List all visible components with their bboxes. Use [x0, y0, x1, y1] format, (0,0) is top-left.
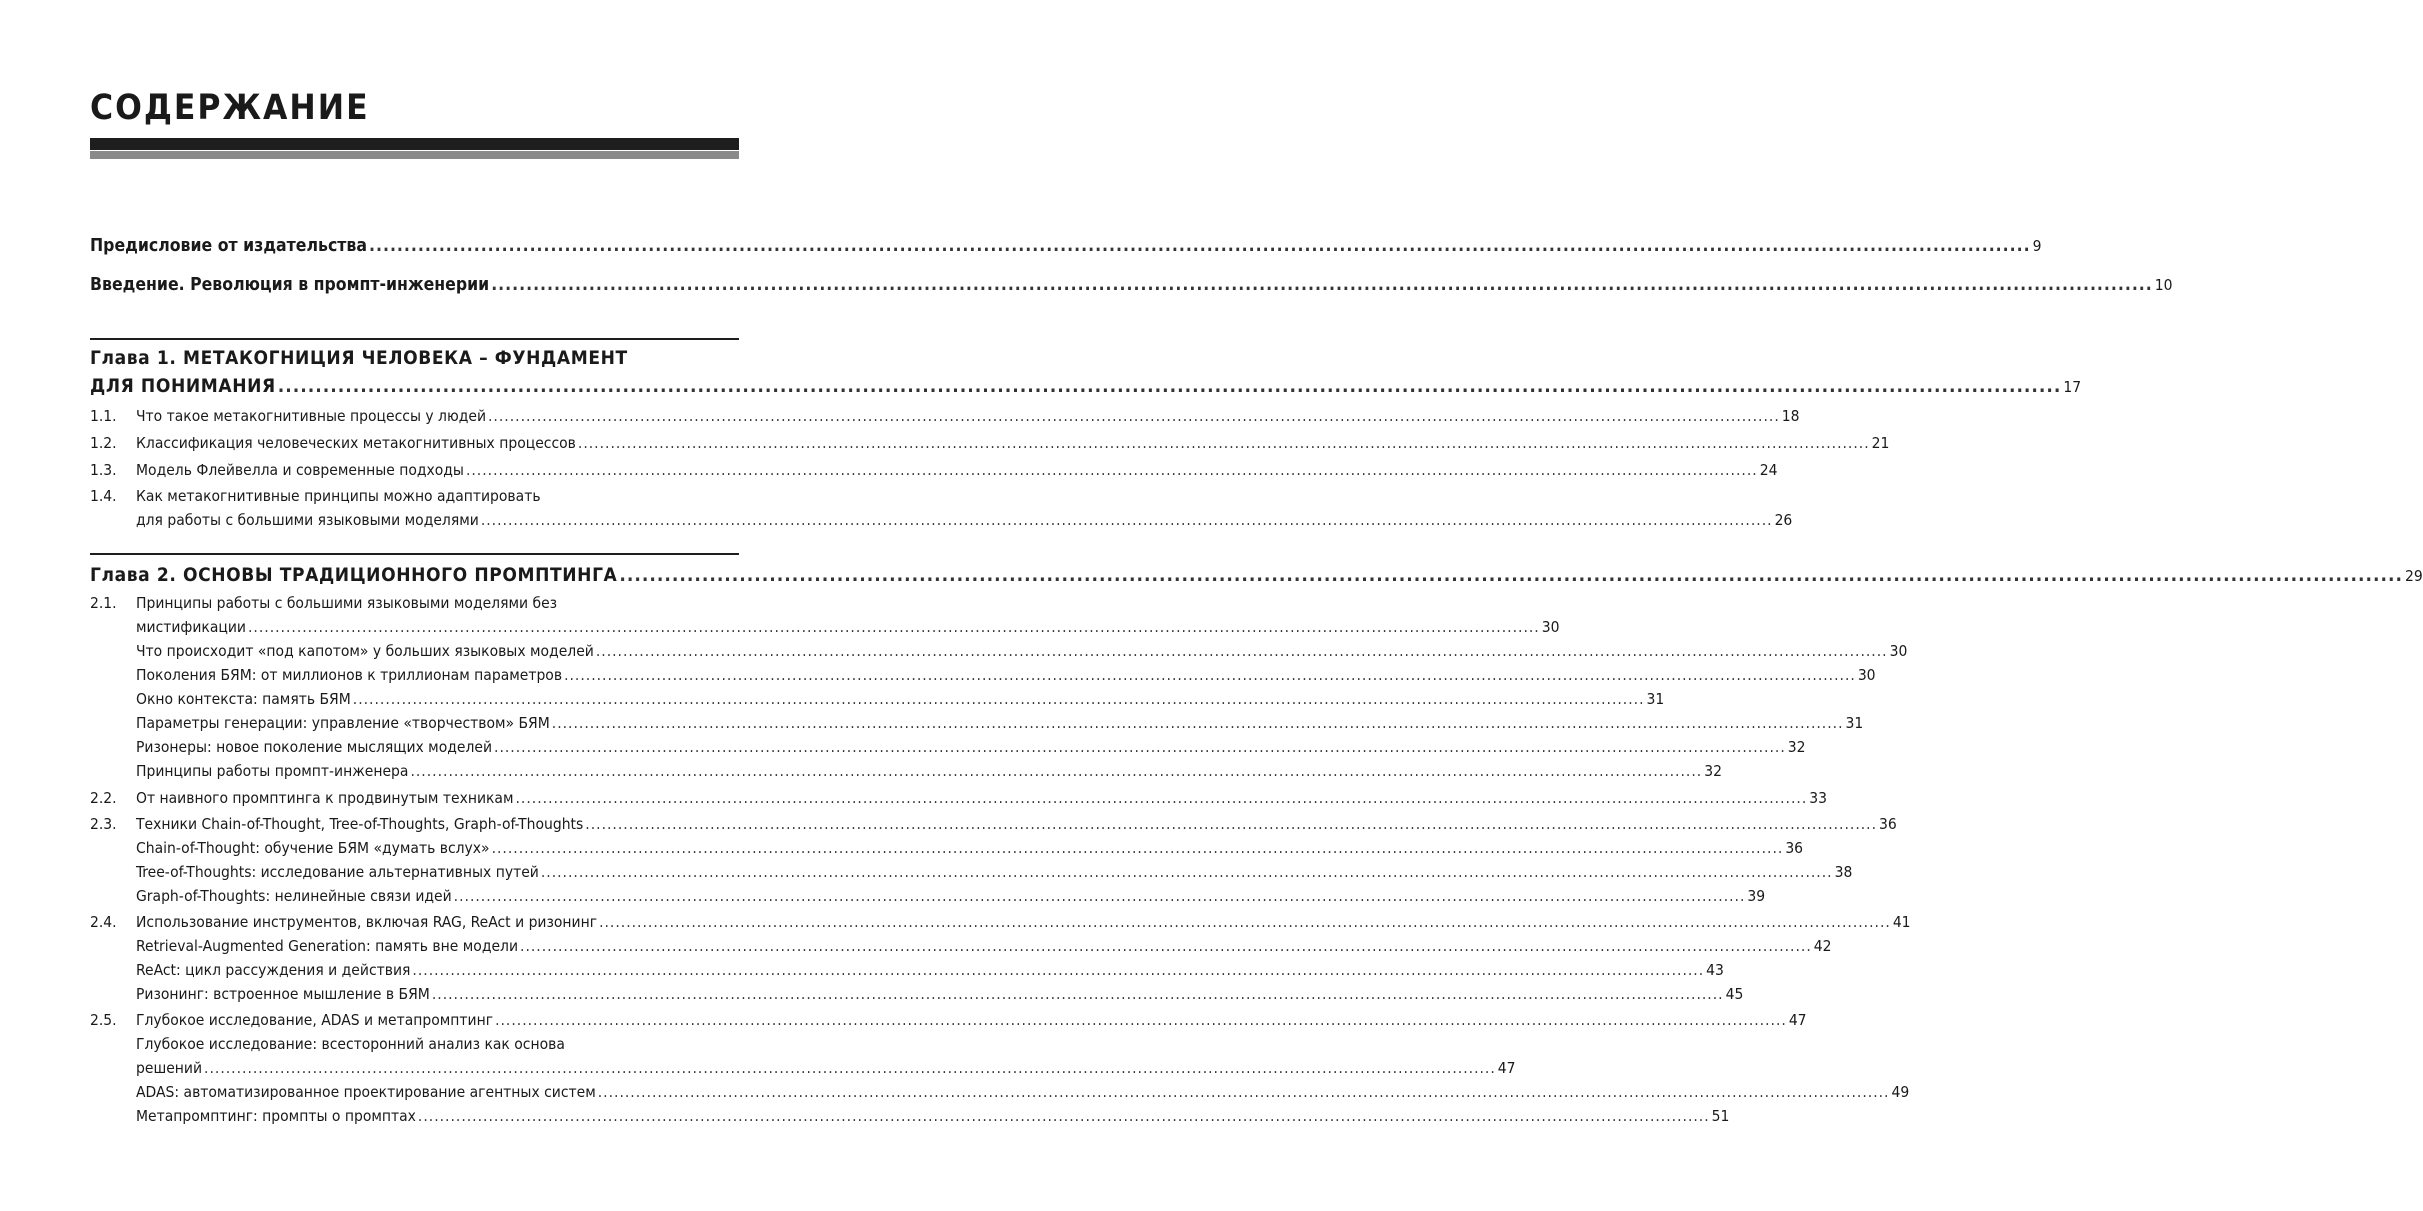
toc-subentry [90, 885, 1766, 907]
toc-page-number: 31 [1646, 690, 1665, 708]
toc-page-number: 47 [1497, 1059, 1516, 1077]
toc-page-number: 36 [1785, 839, 1804, 857]
toc-entry [90, 813, 1897, 835]
toc-entry-text: Chain-of-Thought: обучение БЯМ «думать вслух» [136, 839, 490, 857]
toc-entry-text: ADAS: автоматизированное проектирование агентных систем [136, 1083, 596, 1101]
toc-page-number: 30 [1857, 666, 1876, 684]
section-number: 1.4. [90, 487, 117, 505]
title-bar-dark [90, 138, 739, 150]
toc-page-number: 38 [1834, 863, 1853, 881]
chapter-1-heading-line2 [90, 375, 2082, 397]
toc-entry-text: Как метакогнитивные принципы можно адаптировать [136, 487, 541, 505]
leader-dots [412, 959, 1704, 981]
toc-subentry [90, 861, 1853, 883]
toc-entry-text: ReAct: цикл рассуждения и действия [136, 961, 411, 979]
toc-page-number: 49 [1891, 1083, 1910, 1101]
toc-page-number: 31 [1845, 714, 1864, 732]
toc-entry-text: для работы с большими языковыми моделями [136, 511, 479, 529]
chapter-2-rule [90, 553, 739, 555]
toc-page-number: 26 [1774, 511, 1793, 529]
toc-entry-text: Graph-of-Thoughts: нелинейные связи идей [136, 887, 452, 905]
leader-dots [369, 235, 2031, 257]
toc-entry-text: От наивного промптинга к продвинутым техникам [136, 789, 514, 807]
leader-dots [520, 935, 1812, 957]
section-number: 2.5. [90, 1011, 117, 1029]
toc-entry-text: Ризонеры: новое поколение мыслящих моделей [136, 738, 493, 756]
toc-entry-text: Принципы работы промпт-инженера [136, 762, 409, 780]
toc-entry-text: Что происходит «под капотом» у больших языковых моделей [136, 642, 594, 660]
chapter-2-title: Глава 2. ОСНОВЫ ТРАДИЦИОННОГО ПРОМПТИНГА [90, 564, 618, 586]
leader-dots [491, 274, 2153, 296]
toc-subentry [90, 1105, 1730, 1127]
toc-entry-text: Параметры генерации: управление «творчеством» БЯМ [136, 714, 550, 732]
toc-entry [90, 459, 1778, 481]
toc-subentry [90, 760, 1722, 782]
leader-dots [204, 1057, 1496, 1079]
leader-dots [481, 509, 1773, 531]
toc-entry [90, 911, 1911, 933]
toc-entry-text: Окно контекста: память БЯМ [136, 690, 351, 708]
toc-page-number: 18 [1781, 407, 1800, 425]
toc-page-number: 45 [1725, 985, 1744, 1003]
toc-entry-text: Глубокое исследование: всесторонний анализ как основа [136, 1035, 565, 1053]
toc-entry-text: Введение. Революция в промпт-инженерии [90, 275, 490, 295]
leader-dots [596, 640, 1888, 662]
section-number: 2.4. [90, 913, 117, 931]
toc-entry-text: Глубокое исследование, ADAS и метапромптинг [136, 1011, 494, 1029]
leader-dots [516, 787, 1808, 809]
toc-page-number: 33 [1809, 789, 1827, 807]
toc-page-number: 32 [1787, 738, 1806, 756]
leader-dots [494, 736, 1786, 758]
leader-dots [585, 813, 1877, 835]
toc-entry-text: Техники Chain-of-Thought, Tree-of-Thoughts, Graph-of-Thoughts [136, 815, 584, 833]
leader-dots [495, 1009, 1787, 1031]
section-number: 2.1. [90, 594, 117, 612]
toc-entry [90, 592, 739, 614]
toc-page-number: 29 [2405, 567, 2423, 585]
page-title: СОДЕРЖАНИЕ [90, 88, 370, 128]
toc-entry-text: Tree-of-Thoughts: исследование альтернативных путей [136, 863, 539, 881]
toc-page-number: 36 [1879, 815, 1897, 833]
leader-dots [432, 983, 1724, 1005]
leader-dots [552, 712, 1844, 734]
toc-subentry [90, 640, 1908, 662]
toc-subentry [90, 1033, 739, 1055]
leader-dots [564, 664, 1856, 686]
toc-entry-text: Классификация человеческих метакогнитивных процессов [136, 434, 576, 452]
leader-dots [619, 564, 2403, 586]
leader-dots [454, 885, 1746, 907]
toc-entry [90, 1009, 1807, 1031]
toc-subentry [90, 688, 1665, 710]
toc-page-number: 10 [2154, 276, 2173, 294]
toc-entry [90, 485, 739, 507]
toc-page-number: 30 [1541, 618, 1560, 636]
leader-dots [599, 911, 1891, 933]
leader-dots [248, 616, 1540, 638]
toc-page-number: 47 [1788, 1011, 1807, 1029]
toc-page-number: 21 [1871, 434, 1890, 452]
toc-page-number: 42 [1813, 937, 1832, 955]
toc-page-number: 24 [1759, 461, 1778, 479]
toc-subentry [90, 959, 1724, 981]
toc-entry-text: Использование инструментов, включая RAG, ReAct и ризонинг [136, 913, 598, 931]
toc-entry-introduction [90, 274, 2173, 296]
toc-subentry [90, 983, 1744, 1005]
toc-entry-text: Принципы работы с большими языковыми моделями без [136, 594, 558, 612]
toc-page-number: 32 [1704, 762, 1722, 780]
toc-page-number: 41 [1892, 913, 1911, 931]
toc-subentry [90, 1081, 1910, 1103]
toc-page-number: 43 [1706, 961, 1724, 979]
section-number: 2.2. [90, 789, 117, 807]
toc-entry-text: Что такое метакогнитивные процессы у людей [136, 407, 486, 425]
toc-subentry [90, 935, 1832, 957]
leader-dots [410, 760, 1702, 782]
toc-page-number: 39 [1747, 887, 1766, 905]
toc-entry-text: Поколения БЯМ: от миллионов к триллионам параметров [136, 666, 563, 684]
leader-dots [418, 1105, 1710, 1127]
toc-entry [90, 432, 1890, 454]
section-number: 1.2. [90, 434, 117, 452]
chapter-2-heading [90, 564, 2423, 586]
leader-dots [541, 861, 1833, 883]
toc-subentry [90, 736, 1806, 758]
toc-page-number: 51 [1711, 1107, 1730, 1125]
section-number: 1.3. [90, 461, 117, 479]
toc-entry-continuation [90, 616, 1560, 638]
toc-page-number: 30 [1889, 642, 1908, 660]
toc-entry-text: Метапромптинг: промпты о промптах [136, 1107, 416, 1125]
toc-entry-continuation [90, 509, 1793, 531]
toc-subentry [90, 837, 1804, 859]
toc-entry [90, 787, 1827, 809]
toc-entry-text: мистификации [136, 618, 246, 636]
leader-dots [353, 688, 1645, 710]
toc-subentry [90, 712, 1864, 734]
toc-entry-text: Модель Флейвелла и современные подходы [136, 461, 464, 479]
leader-dots [598, 1081, 1890, 1103]
section-number: 1.1. [90, 407, 117, 425]
chapter-1-title-cont: ДЛЯ ПОНИМАНИЯ [90, 375, 276, 397]
leader-dots [492, 837, 1784, 859]
toc-entry-foreword [90, 235, 2042, 257]
chapter-1-heading [90, 347, 739, 369]
toc-subentry-continuation [90, 1057, 1516, 1079]
leader-dots [578, 432, 1870, 454]
leader-dots [466, 459, 1758, 481]
toc-page-number: 17 [2063, 378, 2082, 396]
toc-subentry [90, 664, 1876, 686]
leader-dots [488, 405, 1780, 427]
toc-entry-text: Ризонинг: встроенное мышление в БЯМ [136, 985, 430, 1003]
toc-page-number: 9 [2032, 237, 2042, 255]
leader-dots [278, 375, 2062, 397]
toc-entry [90, 405, 1800, 427]
toc-entry-text: решений [136, 1059, 203, 1077]
toc-entry-text: Retrieval-Augmented Generation: память вне модели [136, 937, 519, 955]
chapter-1-title: Глава 1. МЕТАКОГНИЦИЯ ЧЕЛОВЕКА – ФУНДАМЕНТ [90, 347, 628, 369]
title-bar-gray [90, 151, 739, 159]
toc-entry-text: Предисловие от издательства [90, 236, 367, 256]
section-number: 2.3. [90, 815, 117, 833]
chapter-1-rule [90, 338, 739, 340]
